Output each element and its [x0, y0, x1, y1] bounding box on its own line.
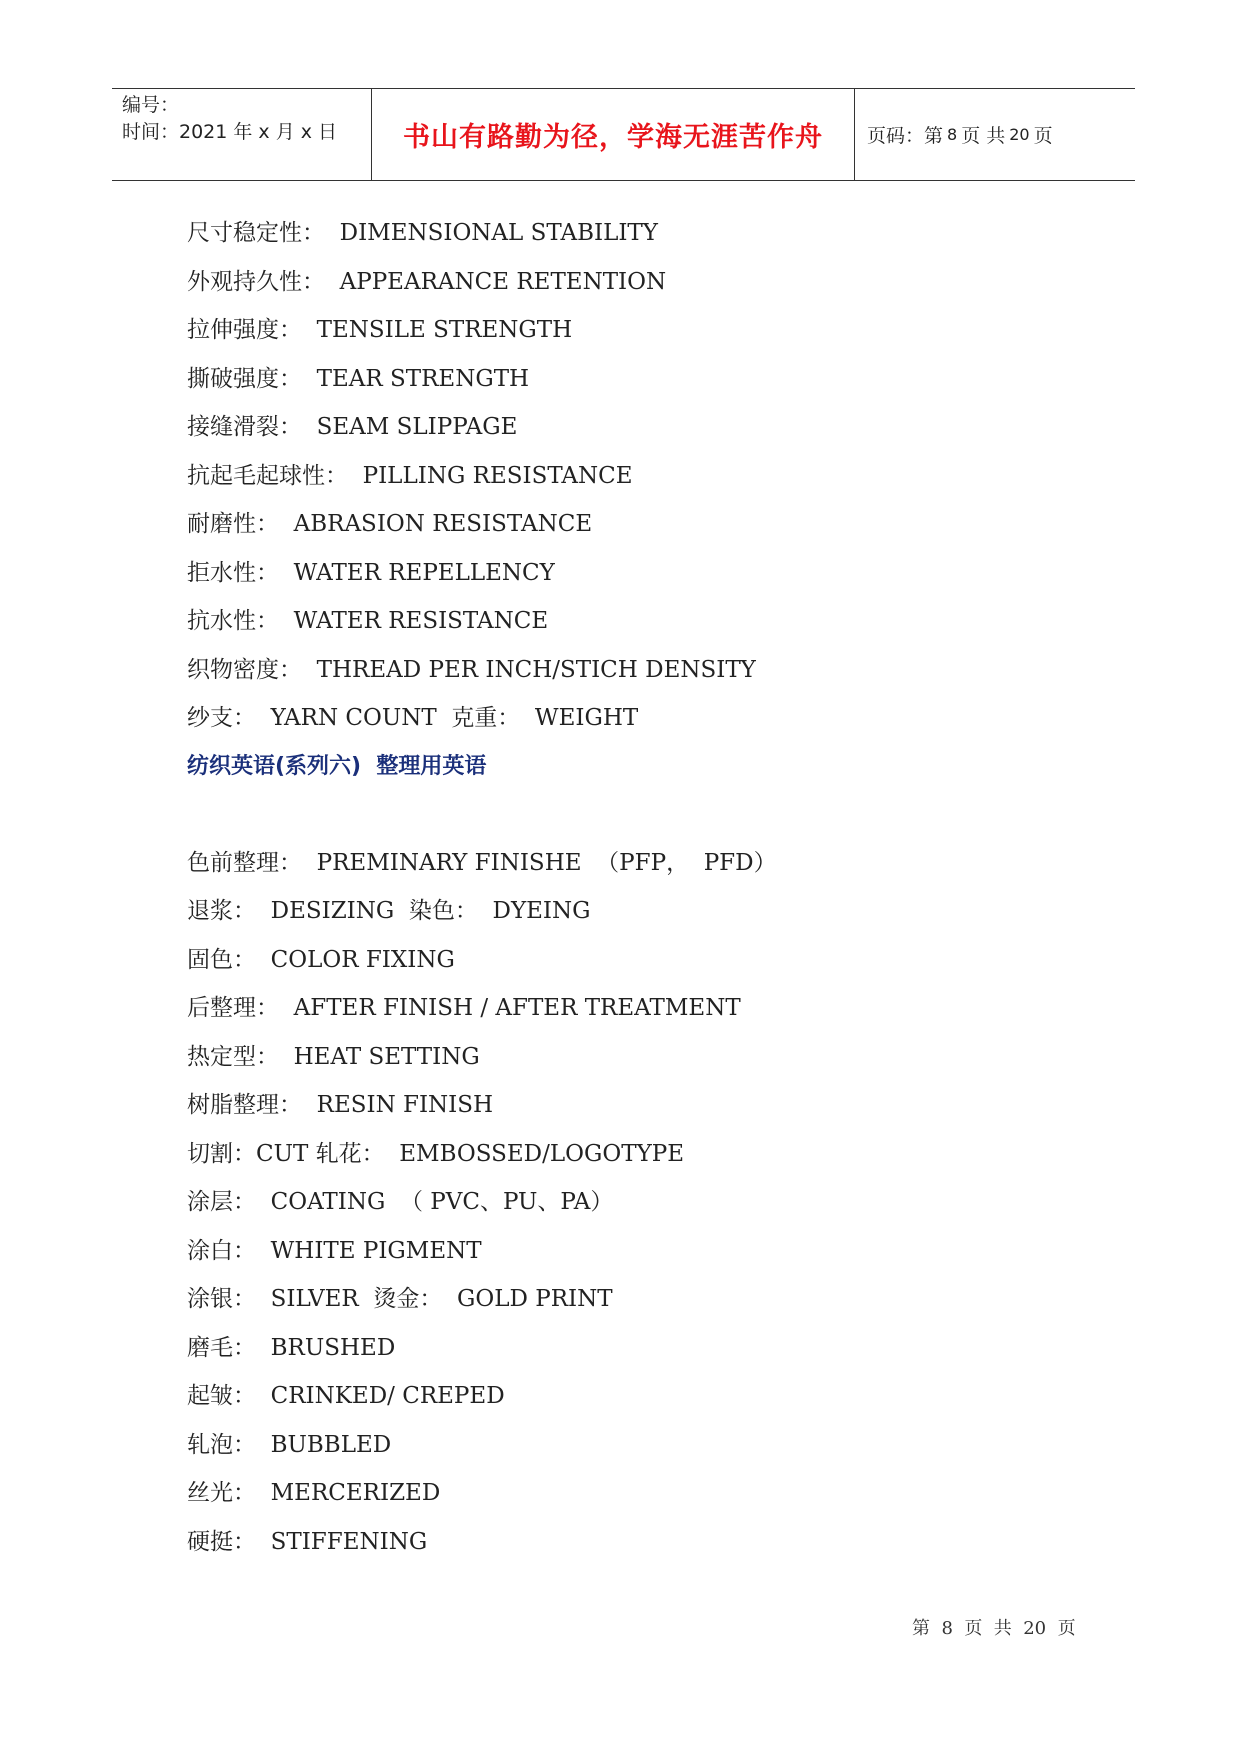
header-motto: 书山有路勤为径，学海无涯苦作舟 — [372, 89, 855, 180]
term-line: 涂银： SILVER 烫金： GOLD PRINT — [187, 1286, 613, 1312]
document-body — [187, 215, 1087, 1572]
page-header — [112, 88, 1135, 181]
term-line: 涂白： WHITE PIGMENT — [187, 1237, 482, 1264]
page-total: 20 — [1009, 125, 1030, 144]
term-line: 热定型： HEAT SETTING — [187, 1043, 480, 1070]
term-line: 拒水性： WATER REPELLENCY — [187, 559, 555, 586]
page-mid: 页 共 — [961, 125, 1006, 147]
term-line: 硬挺： STIFFENING — [187, 1528, 428, 1555]
page-footer: 第 8 页 共 20 页 — [912, 1618, 1076, 1639]
term-line: 起皱： CRINKED/ CREPED — [187, 1383, 505, 1409]
page-prefix: 页码：第 — [867, 125, 944, 147]
page-suffix: 页 — [1033, 125, 1053, 147]
document-date: 时间：2021 年 x 月 x 日 — [122, 121, 338, 143]
term-line: 退浆： DESIZING 染色： DYEING — [187, 898, 591, 924]
term-line: 抗水性： WATER RESISTANCE — [187, 608, 549, 634]
term-line: 耐磨性： ABRASION RESISTANCE — [187, 511, 593, 537]
term-line: 涂层： COATING （ PVC、PU、PA） — [187, 1189, 614, 1215]
header-meta — [112, 89, 372, 180]
term-line: 外观持久性： APPEARANCE RETENTION — [187, 268, 667, 295]
term-line: 纱支： YARN COUNT 克重： WEIGHT — [187, 705, 639, 731]
term-line: 尺寸稳定性： DIMENSIONAL STABILITY — [187, 220, 658, 246]
term-line: 丝光： MERCERIZED — [187, 1480, 441, 1506]
term-line: 撕破强度： TEAR STRENGTH — [187, 365, 530, 392]
document-number-label: 编号： — [122, 94, 180, 116]
section-testing-terms — [187, 215, 1087, 749]
term-line: 树脂整理： RESIN FINISH — [187, 1092, 494, 1118]
term-line: 固色： COLOR FIXING — [187, 946, 455, 973]
term-line: 织物密度： THREAD PER INCH/STICH DENSITY — [187, 656, 756, 683]
section-finishing-terms — [187, 845, 1087, 1573]
term-line: 抗起毛起球性： PILLING RESISTANCE — [187, 462, 633, 489]
term-line: 后整理： AFTER FINISH / AFTER TREATMENT — [187, 995, 741, 1021]
term-line: 色前整理： PREMINARY FINISHE （PFP， PFD） — [187, 849, 777, 876]
page-current: 8 — [947, 125, 958, 144]
term-line: 拉伸强度： TENSILE STRENGTH — [187, 317, 573, 343]
term-line: 接缝滑裂： SEAM SLIPPAGE — [187, 414, 518, 440]
term-line: 磨毛： BRUSHED — [187, 1334, 396, 1361]
term-line: 轧泡： BUBBLED — [187, 1431, 392, 1458]
header-page-info — [855, 89, 1135, 180]
section-heading: 纺织英语(系列六) 整理用英语 — [187, 753, 487, 779]
term-line: 切割：CUT 轧花： EMBOSSED/LOGOTYPE — [187, 1140, 685, 1167]
